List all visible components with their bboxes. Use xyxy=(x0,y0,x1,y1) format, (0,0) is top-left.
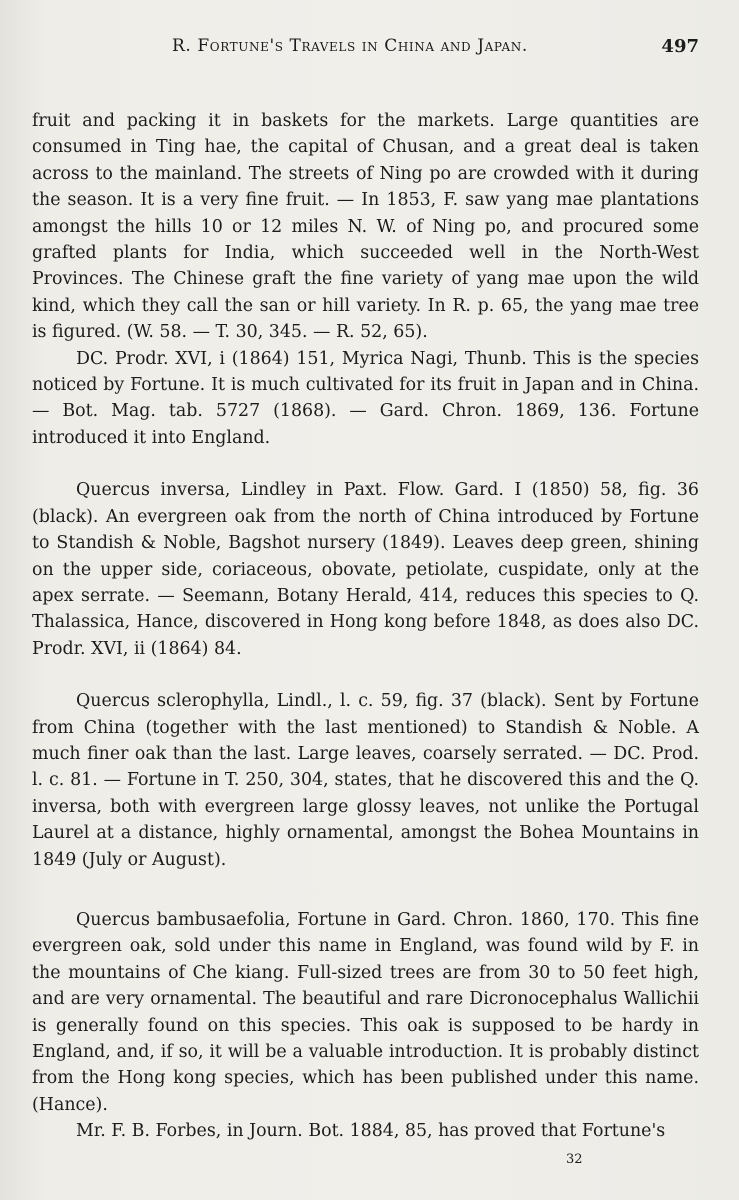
running-head xyxy=(32,36,699,66)
running-head-title: R. Fortune's Travels in China and Japan. xyxy=(172,36,528,56)
signature-mark: 32 xyxy=(566,1152,583,1167)
body-text xyxy=(32,108,699,1145)
paragraph-quercus-inversa: Quercus inversa, Lindley in Paxt. Flow. Gard. I (1850) 58, fig. 36 (black). An evergreen oak from the north of China introduced by Fortune to Standish & Noble, Bagshot nursery (1849). Leaves deep green, shining on the upper side, coriaceous, obovate, petiolate, cuspidate, only at the apex serrate. — Seemann, Botany Herald, 414, reduces this species to Q. Thalassica, Hance, discovered in Hong kong before 1848, as does also DC. Prodr. XVI, ii (1864) 84. xyxy=(32,480,699,659)
page-number: 497 xyxy=(661,36,699,57)
paragraph-forbes: Mr. F. B. Forbes, in Journ. Bot. 1884, 85, has proved that Fortune's xyxy=(76,1121,666,1142)
paragraph-yang-mae: fruit and packing it in baskets for the markets. Large quantities are consumed in Ting hae, the capital of Chusan, and a great deal is taken across to the mainland. The streets of Ning po are crowded with it during the season. It is a very fine fruit. — In 1853, F. saw yang mae plantations amongst the hills 10 or 12 miles N. W. of Ning po, and procured some grafted plants for India, which succeeded well in the North-West Provinces. The Chinese graft the fine variety of yang mae upon the wild kind, which they call the san or hill variety. In R. p. 65, the yang mae tree is figured. (W. 58. — T. 30, 345. — R. 52, 65). xyxy=(32,111,699,343)
paragraph-quercus-bambusaefolia: Quercus bambusaefolia, Fortune in Gard. Chron. 1860, 170. This fine evergreen oak, sold under this name in England, was found wild by F. in the mountains of Che kiang. Full-sized trees are from 30 to 50 feet high, and are very ornamental. The beautiful and rare Dicronocephalus Wallichii is generally found on this species. This oak is supposed to be hardy in England, and, if so, it will be a valuable introduction. It is probably distinct from the Hong kong species, which has been published under this name. (Hance). xyxy=(32,909,699,1115)
paragraph-quercus-sclerophylla: Quercus sclerophylla, Lindl., l. c. 59, fig. 37 (black). Sent by Fortune from China (together with the last mentioned) to Standish & Noble. A much finer oak than the last. Large leaves, coarsely serrated. — DC. Prod. l. c. 81. — Fortune in T. 250, 304, states, that he discovered this and the Q. inversa, both with evergreen large glossy leaves, not unlike the Portugal Laurel at a distance, highly ornamental, amongst the Bohea Mountains in 1849 (July or August). xyxy=(32,691,699,870)
paragraph-myrica-nagi: DC. Prodr. XVI, i (1864) 151, Myrica Nagi, Thunb. This is the species noticed by Fortune. It is much cultivated for its fruit in Japan and in China. — Bot. Mag. tab. 5727 (1868). — Gard. Chron. 1869, 136. Fortune introduced it into England. xyxy=(32,348,699,448)
